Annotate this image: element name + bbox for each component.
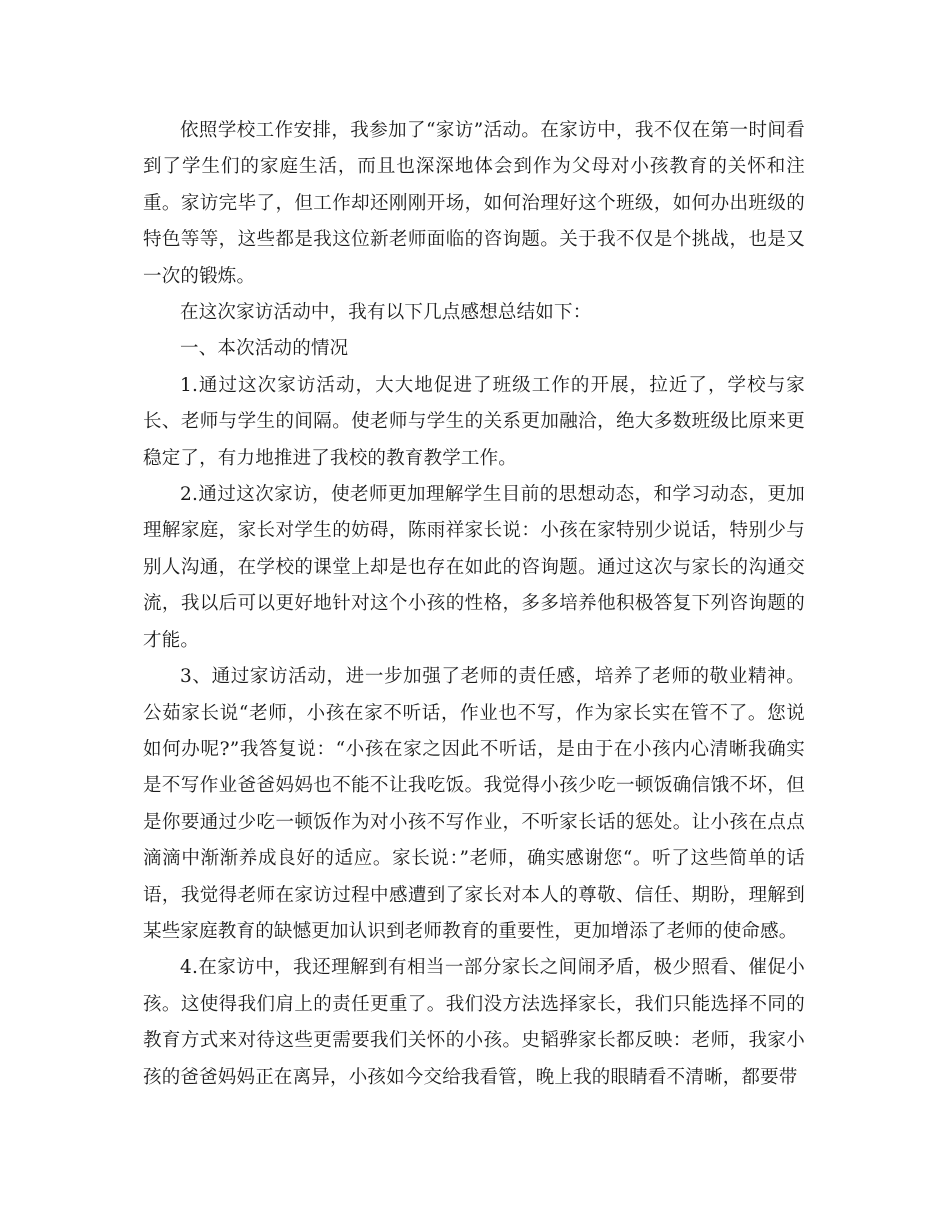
paragraph-point-2: 2.通过这次家访，使老师更加理解学生目前的思想动态，和学习动态，更加理解家庭，家长对学生的妨碍，陈雨祥家长说：小孩在家特别少说话，特别少与别人沟通，在学校的课堂上却是也存在如此的咨询题。通过这次与家长的沟通交流，我以后可以更好地针对这个小孩的性格，多多培养他积极答复下列咨询题的才能。 (143, 484, 805, 651)
paragraph-summary-lead: 在这次家访活动中，我有以下几点感想总结如下： (180, 302, 592, 324)
section-heading: 一、本次活动的情况 (180, 338, 349, 360)
paragraph-point-4: 4.在家访中，我还理解到有相当一部分家长之间闹矛盾，极少照看、催促小孩。这使得我们肩上的责任更重了。我们没方法选择家长，我们只能选择不同的教育方式来对待这些更需要我们关怀的小孩。史韬骅家长都反映：老师，我家小孩的爸爸妈妈正在离异，小孩如今交给我看管，晚上我的眼睛看不清晰，都要带 (143, 957, 805, 1088)
paragraph-point-3: 3、通过家访活动，进一步加强了老师的责任感，培养了老师的敬业精神。公茹家长说“老师，小孩在家不听话，作业也不写，作为家长实在管不了。您说如何办呢?”我答复说：“小孩在家之因此不听话，是由于在小孩内心清晰我确实是不写作业爸爸妈妈也不能不让我吃饭。我觉得小孩少吃一顿饭确信饿不坏，但是你要通过少吃一顿饭作为对小孩不写作业，不听家长话的惩处。让小孩在点点滴滴中渐渐养成良好的适应。家长说：”老师，确实感谢您“。听了这些简单的话语，我觉得老师在家访过程中感遭到了家长对本人的尊敬、信任、期盼，理解到某些家庭教育的缺憾更加认识到老师教育的重要性，更加增添了老师的使命感。 (143, 666, 805, 942)
paragraph-intro: 依照学校工作安排，我参加了“家访”活动。在家访中，我不仅在第一时间看到了学生们的家庭生活，而且也深深地体会到作为父母对小孩教育的关怀和注重。家访完毕了，但工作却还刚刚开场，如何治理好这个班级，如何办出班级的特色等等，这些都是我这位新老师面临的咨询题。关于我不仅是个挑战，也是又一次的锻炼。 (143, 120, 805, 287)
document-body (143, 113, 805, 1096)
paragraph-point-1: 1.通过这次家访活动，大大地促进了班级工作的开展，拉近了，学校与家长、老师与学生的间隔。使老师与学生的关系更加融洽，绝大多数班级比原来更稳定了，有力地推进了我校的教育教学工作。 (143, 374, 805, 469)
